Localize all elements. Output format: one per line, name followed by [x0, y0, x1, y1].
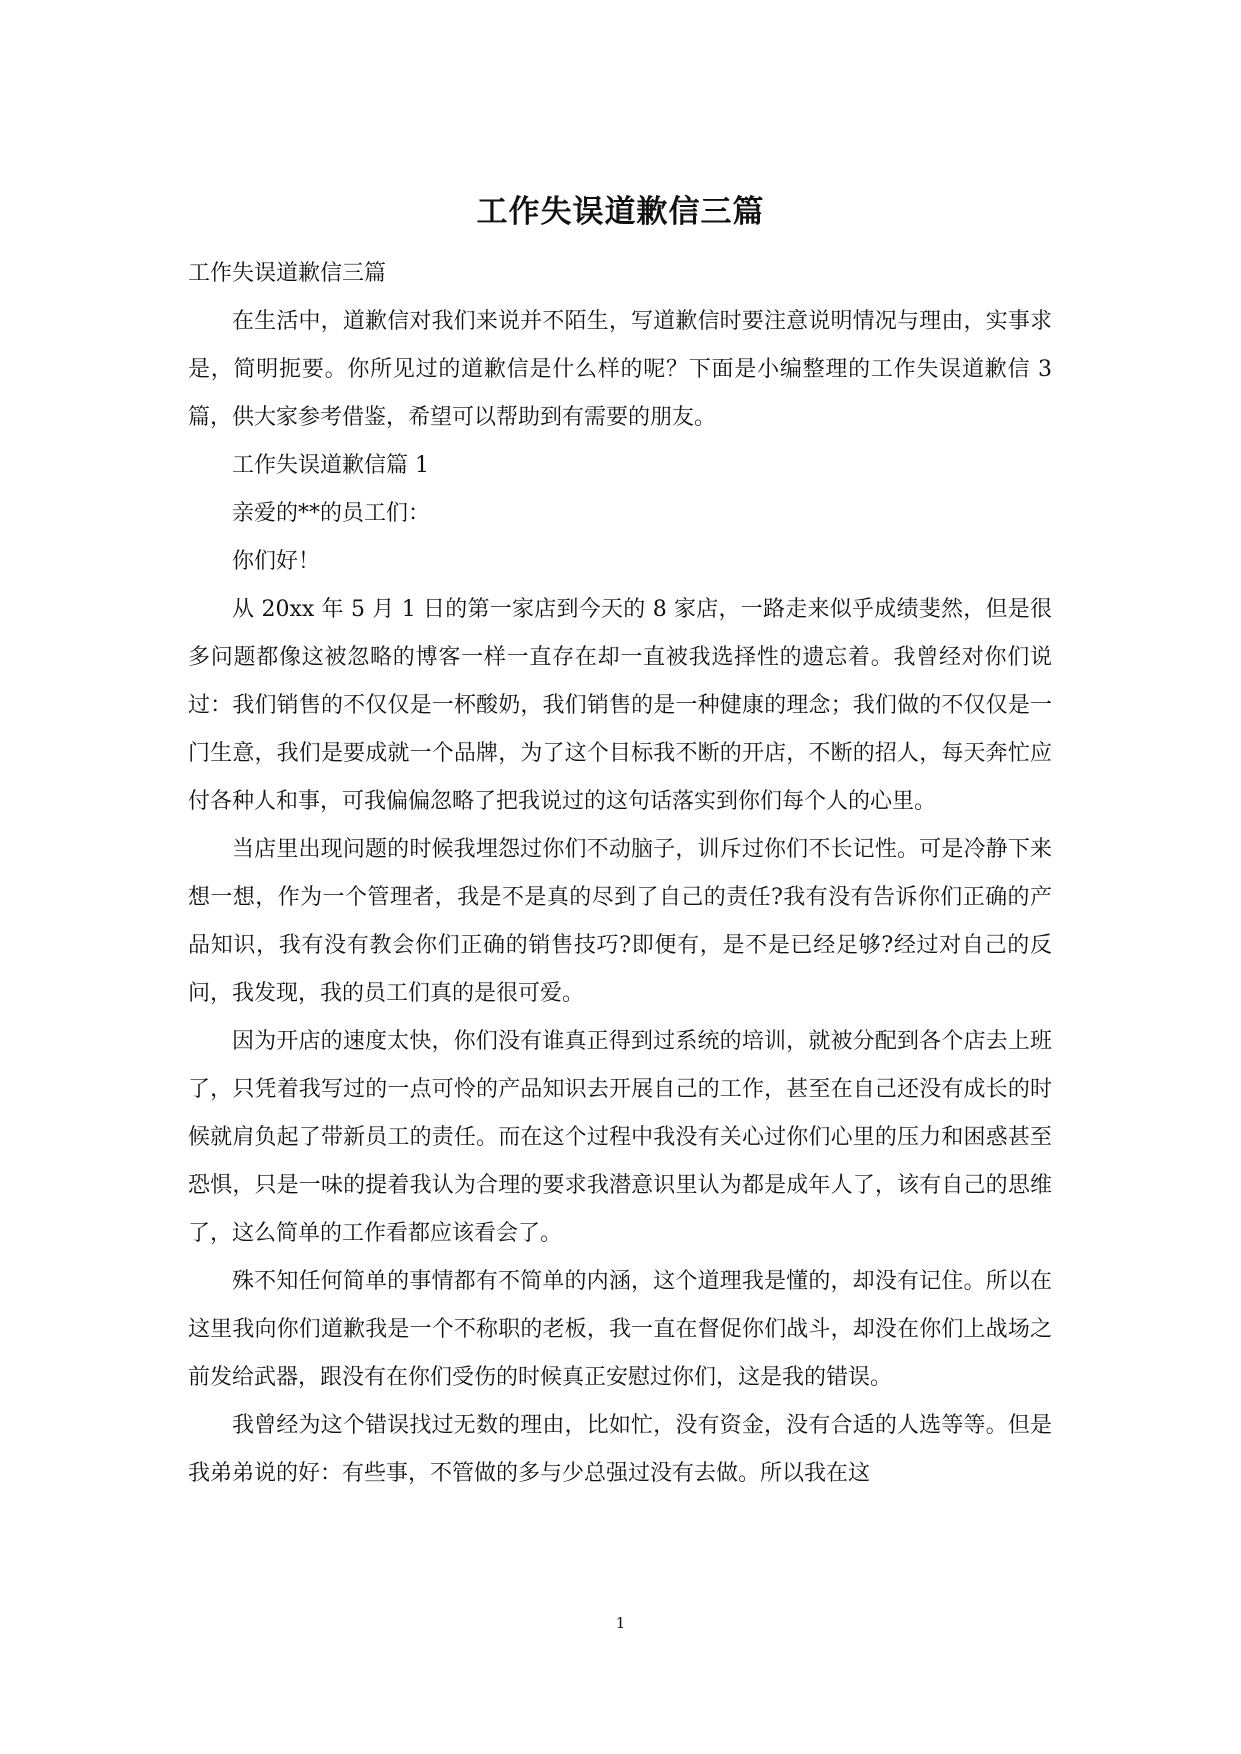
- paragraph-salutation: 亲爱的**的员工们：: [232, 501, 431, 526]
- paragraph-body: 殊不知任何简单的事情都有不简单的内涵，这个道理我是懂的，却没有记住。所以在这里我向你们道歉我是一个不称职的老板，我一直在督促你们战斗，却没在你们上战场之前发给武器，跟没有在你们受伤的时候真正安慰过你们，这是我的错误。: [188, 1269, 1052, 1390]
- page-number: 1: [615, 1614, 626, 1632]
- document-title: 工作失误道歉信三篇: [476, 194, 765, 230]
- paragraph-subtitle: 工作失误道歉信三篇: [188, 261, 387, 286]
- paragraph-body: 从 20xx 年 5 月 1 日的第一家店到今天的 8 家店，一路走来似乎成绩斐然，但是很多问题都像这被忽略的博客一样一直存在却一直被我选择性的遗忘着。我曾经对你们说过：我们销售的不仅仅是一杯酸奶，我们销售的是一种健康的理念；我们做的不仅仅是一门生意，我们是要成就一个品牌，为了这个目标我不断的开店，不断的招人，每天奔忙应付各种人和事，可我偏偏忽略了把我说过的这句话落实到你们每个人的心里。: [188, 597, 1052, 814]
- paragraph-greeting: 你们好！: [232, 549, 321, 574]
- paragraph-body: 当店里出现问题的时候我埋怨过你们不动脑子，训斥过你们不长记性。可是冷静下来想一想，作为一个管理者，我是不是真的尽到了自己的责任?我有没有告诉你们正确的产品知识，我有没有教会你们正确的销售技巧?即便有，是不是已经足够?经过对自己的反问，我发现，我的员工们真的是很可爱。: [188, 837, 1052, 1006]
- document-body: [188, 250, 1052, 1498]
- paragraph-intro: 在生活中，道歉信对我们来说并不陌生，写道歉信时要注意说明情况与理由，实事求是，简明扼要。你所见过的道歉信是什么样的呢？下面是小编整理的工作失误道歉信 3 篇，供大家参考借鉴，希望可以帮助到有需要的朋友。: [188, 309, 1052, 430]
- paragraph-body: 我曾经为这个错误找过无数的理由，比如忙，没有资金，没有合适的人选等等。但是我弟弟说的好：有些事，不管做的多与少总强过没有去做。所以我在这: [188, 1413, 1052, 1486]
- paragraph-section-heading: 工作失误道歉信篇 1: [232, 453, 429, 478]
- paragraph-body: 因为开店的速度太快，你们没有谁真正得到过系统的培训，就被分配到各个店去上班了，只凭着我写过的一点可怜的产品知识去开展自己的工作，甚至在自己还没有成长的时候就肩负起了带新员工的责任。而在这个过程中我没有关心过你们心里的压力和困惑甚至恐惧，只是一味的提着我认为合理的要求我潜意识里认为都是成年人了，该有自己的思维了，这么简单的工作看都应该看会了。: [188, 1029, 1052, 1246]
